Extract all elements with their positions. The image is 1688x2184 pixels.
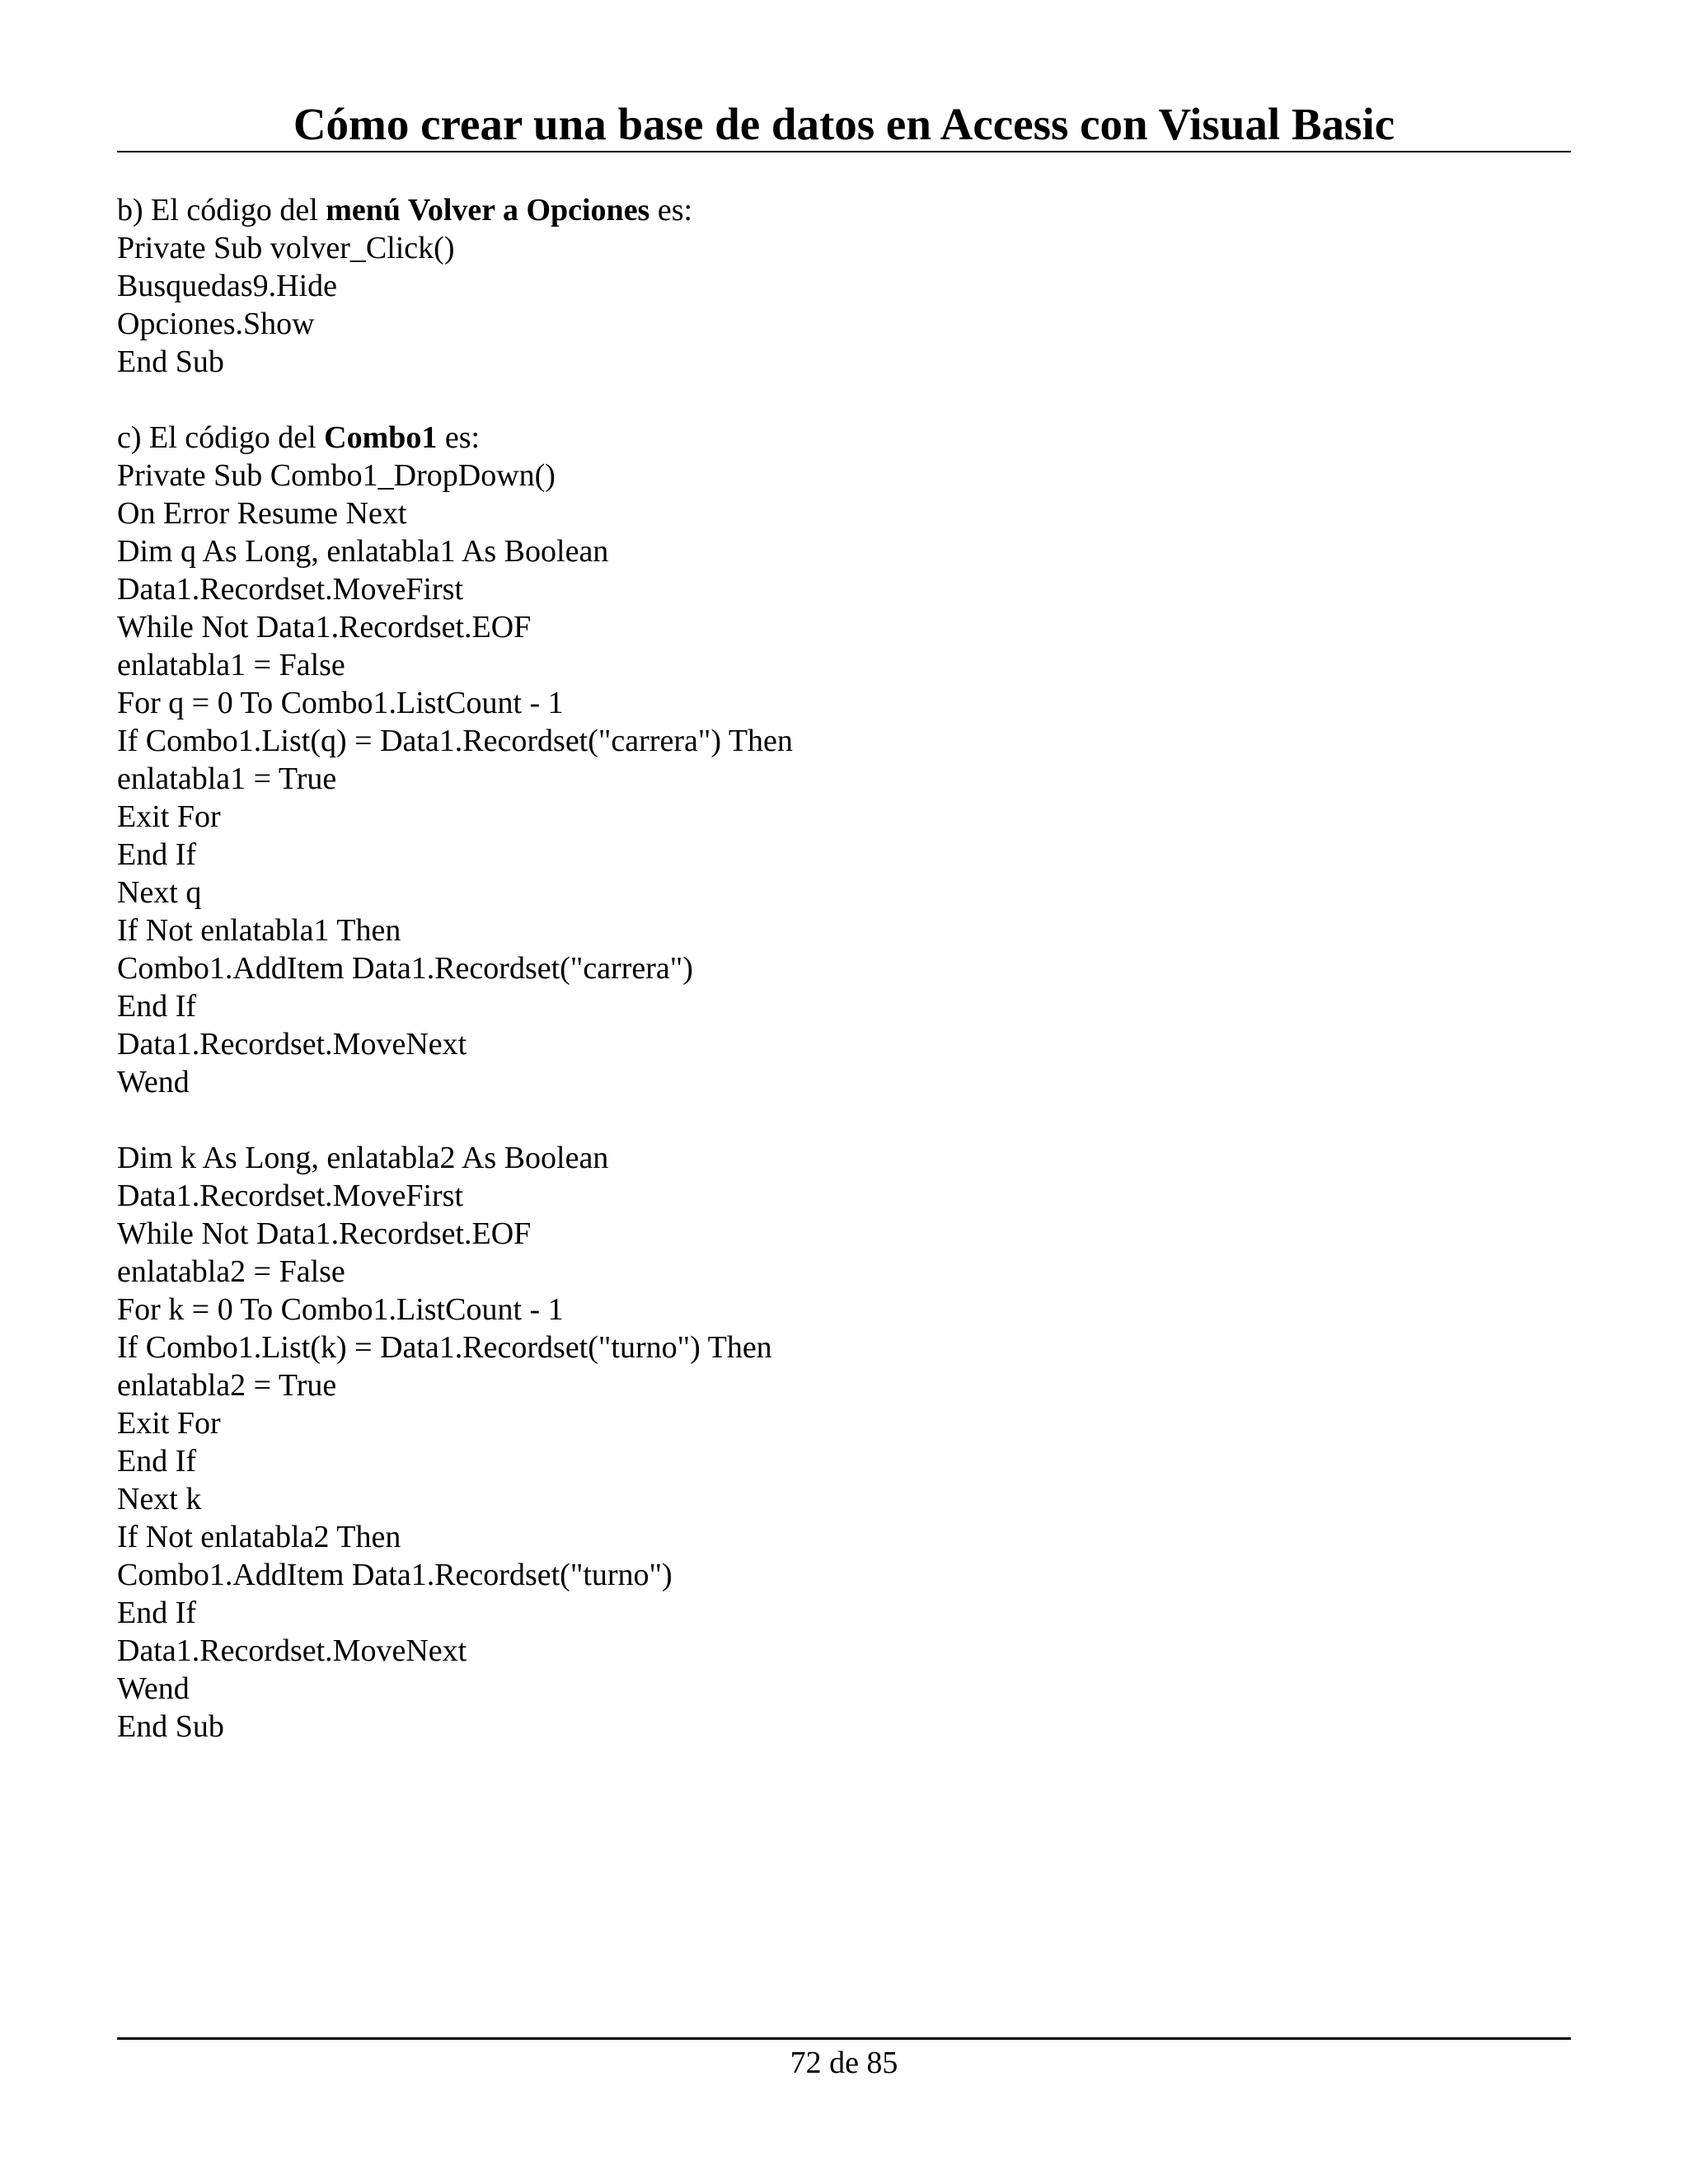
header-divider — [117, 151, 1571, 152]
code-line: Data1.Recordset.MoveFirst — [117, 572, 464, 607]
section-b-code-block — [117, 229, 1571, 381]
code-line: Combo1.AddItem Data1.Recordset("turno") — [117, 1558, 673, 1592]
section-c-code-block-1 — [117, 457, 1571, 1101]
code-line: Exit For — [117, 1406, 221, 1441]
page-number: 72 de 85 — [790, 2046, 898, 2080]
code-line: Private Sub volver_Click() — [117, 231, 455, 265]
code-line: Busquedas9.Hide — [117, 269, 338, 303]
code-line: If Not enlatabla1 Then — [117, 913, 401, 948]
section-c-intro-suffix: es: — [437, 420, 481, 455]
code-line: Next k — [117, 1482, 202, 1516]
code-line: Private Sub Combo1_DropDown() — [117, 458, 556, 493]
code-line: On Error Resume Next — [117, 496, 407, 531]
code-line: Data1.Recordset.MoveFirst — [117, 1179, 464, 1213]
section-b-intro-suffix: es: — [649, 193, 693, 227]
page-title: Cómo crear una base de datos en Access con Visual Basic — [293, 99, 1395, 149]
page-body — [117, 191, 1571, 1746]
code-line: If Not enlatabla2 Then — [117, 1520, 401, 1554]
section-c-intro-bold: Combo1 — [324, 420, 438, 455]
section-c-intro-prefix: c) El código del — [117, 420, 325, 455]
code-line: For q = 0 To Combo1.ListCount - 1 — [117, 686, 564, 720]
code-line: Combo1.AddItem Data1.Recordset("carrera") — [117, 951, 693, 986]
code-line: Data1.Recordset.MoveNext — [117, 1027, 467, 1062]
footer-divider — [117, 2037, 1571, 2040]
code-line: If Combo1.List(k) = Data1.Recordset("turno") Then — [117, 1330, 772, 1365]
code-line: enlatabla1 = True — [117, 762, 337, 796]
paragraph-spacer — [117, 381, 1571, 419]
code-line: End If — [117, 1444, 197, 1479]
code-line: enlatabla1 = False — [117, 648, 345, 682]
code-line: Next q — [117, 875, 202, 910]
section-c-intro — [117, 419, 1571, 457]
section-b-intro-bold: menú Volver a Opciones — [326, 193, 650, 227]
code-line: Data1.Recordset.MoveNext — [117, 1633, 467, 1668]
section-b-intro — [117, 191, 1571, 229]
code-line: End Sub — [117, 344, 224, 379]
code-line: End Sub — [117, 1709, 224, 1744]
code-line: Wend — [117, 1671, 190, 1706]
code-line: End If — [117, 837, 197, 872]
code-line: For k = 0 To Combo1.ListCount - 1 — [117, 1292, 564, 1327]
code-line: Dim k As Long, enlatabla2 As Boolean — [117, 1141, 609, 1175]
code-line: While Not Data1.Recordset.EOF — [117, 610, 532, 644]
paragraph-spacer — [117, 1101, 1571, 1139]
section-b-intro-prefix: b) El código del — [117, 193, 326, 227]
code-line: enlatabla2 = True — [117, 1368, 337, 1403]
code-line: Wend — [117, 1065, 190, 1099]
code-line: End If — [117, 989, 197, 1024]
code-line: Opciones.Show — [117, 307, 315, 341]
code-line: Exit For — [117, 799, 221, 834]
code-line: End If — [117, 1596, 197, 1630]
code-line: enlatabla2 = False — [117, 1254, 345, 1289]
code-line: Dim q As Long, enlatabla1 As Boolean — [117, 534, 609, 569]
code-line: While Not Data1.Recordset.EOF — [117, 1216, 532, 1251]
section-c-code-block-2 — [117, 1139, 1571, 1746]
code-line: If Combo1.List(q) = Data1.Recordset("carrera") Then — [117, 724, 793, 758]
